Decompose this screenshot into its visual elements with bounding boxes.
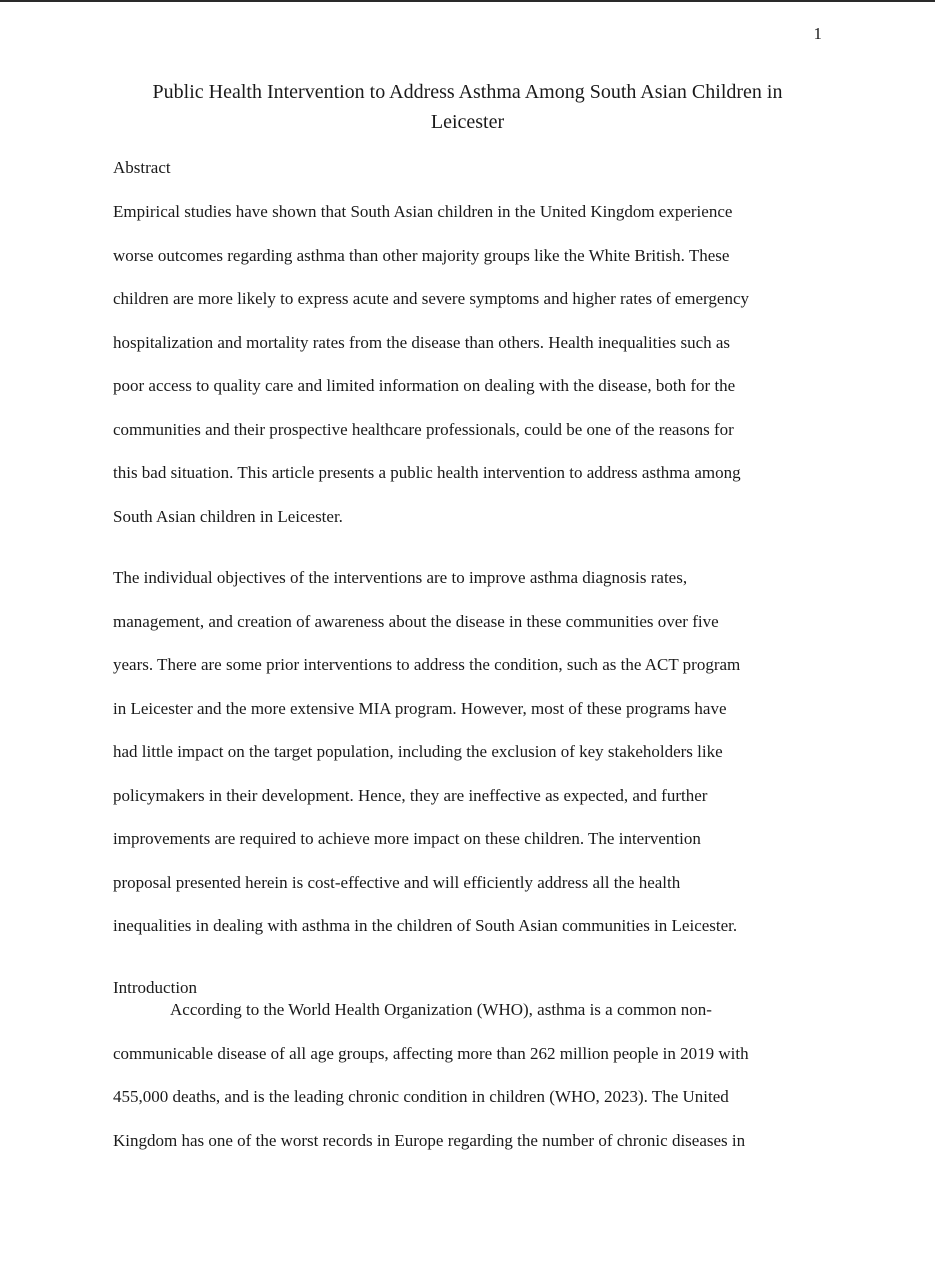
text-line: 455,000 deaths, and is the leading chronic condition in children (WHO, 2023). The United	[113, 1087, 729, 1106]
abstract-paragraph-2	[113, 556, 825, 948]
text-line: Empirical studies have shown that South Asian children in the United Kingdom experience	[113, 202, 733, 221]
text-line: management, and creation of awareness about the disease in these communities over five	[113, 611, 719, 631]
text-line: years. There are some prior interventions to address the condition, such as the ACT program	[113, 655, 741, 674]
text-line: this bad situation. This article presents a public health intervention to address asthma among	[113, 463, 741, 482]
abstract-heading: Abstract	[113, 158, 171, 177]
text-line: policymakers in their development. Hence, they are ineffective as expected, and further	[113, 785, 708, 805]
title-line: Public Health Intervention to Address Asthma Among South Asian Children in	[152, 81, 783, 103]
text-line: poor access to quality care and limited information on dealing with the disease, both for the	[113, 376, 736, 395]
text-line: Kingdom has one of the worst records in Europe regarding the number of chronic diseases in	[113, 1130, 746, 1150]
text-line: worse outcomes regarding asthma than other majority groups like the White British. These	[113, 245, 730, 265]
text-line: communicable disease of all age groups, affecting more than 262 million people in 2019 with	[113, 1043, 749, 1063]
title-line: Leicester	[430, 111, 505, 133]
top-border-line	[0, 0, 935, 2]
introduction-heading: Introduction	[113, 978, 198, 997]
text-line: According to the World Health Organization (WHO), asthma is a common non-	[170, 1000, 712, 1019]
introduction-paragraph-1	[113, 988, 825, 1162]
text-line: inequalities in dealing with asthma in the children of South Asian communities in Leicester.	[113, 916, 738, 935]
text-line: communities and their prospective healthcare professionals, could be one of the reasons for	[113, 419, 734, 439]
abstract-paragraph-1	[113, 190, 825, 538]
text-line: The individual objectives of the interventions are to improve asthma diagnosis rates,	[113, 568, 688, 587]
text-line: proposal presented herein is cost-effective and will efficiently address all the health	[113, 872, 681, 892]
text-line: in Leicester and the more extensive MIA program. However, most of these programs have	[113, 698, 727, 718]
document-title	[100, 77, 835, 137]
page-number: 1	[813, 24, 822, 43]
text-line: had little impact on the target population, including the exclusion of key stakeholders like	[113, 742, 723, 761]
text-line: children are more likely to express acute and severe symptoms and higher rates of emergency	[113, 289, 750, 308]
text-line: South Asian children in Leicester.	[113, 506, 343, 526]
text-line: improvements are required to achieve more impact on these children. The intervention	[113, 829, 701, 848]
text-line: hospitalization and mortality rates from the disease than others. Health inequalities such as	[113, 332, 731, 352]
